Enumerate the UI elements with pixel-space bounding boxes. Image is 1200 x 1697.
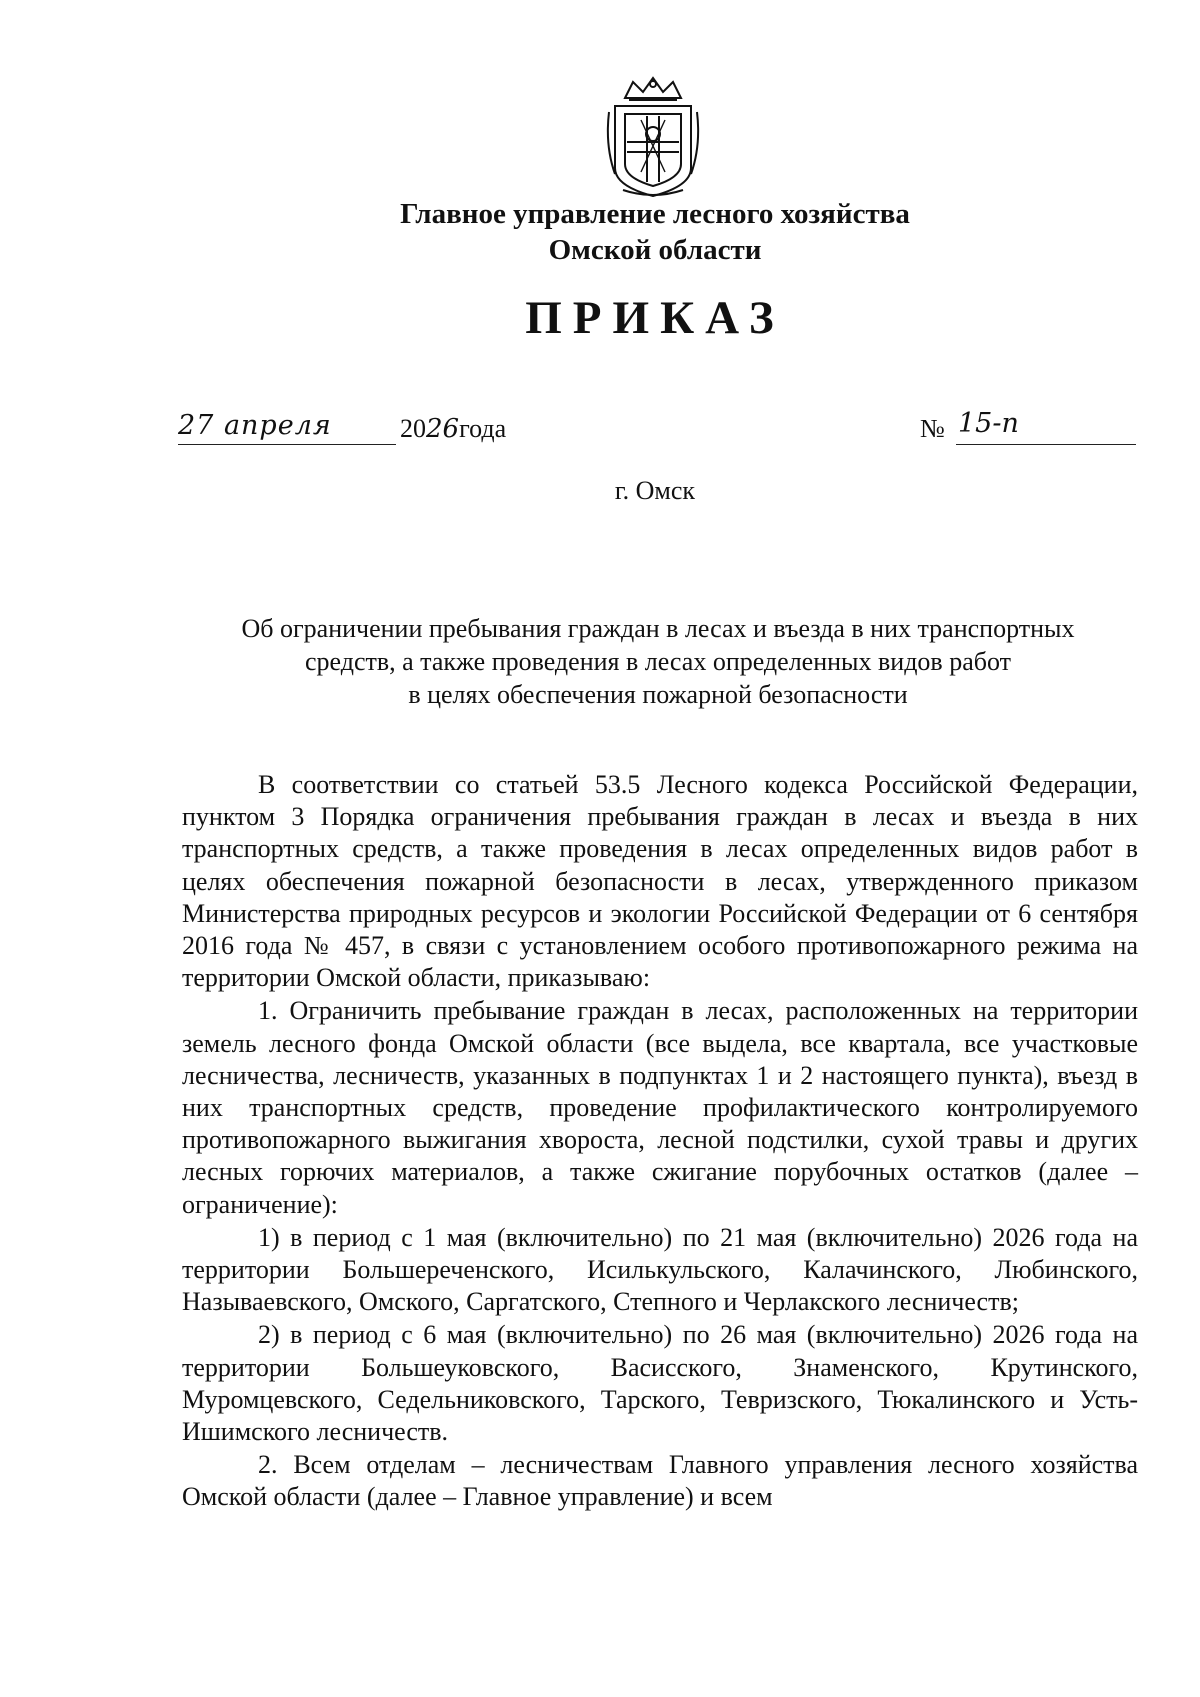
coat-of-arms-icon xyxy=(603,76,703,198)
intro-paragraph: В соответствии со статьей 53.5 Лесного кодекса Российской Федерации, пунктом 3 Порядка ограничения пребывания граждан в лесах и въезда в них транспортных средств, а также проведения в лесах определенных видов работ в целях обеспечения пожарной безопасности в лесах, утвержденного приказом Министерства природных ресурсов и экологии Российской Федерации от 6 сентября 2016 года № 457, в связи с установлением особого противопожарного режима на территории Омской области, приказываю: xyxy=(182,770,1138,993)
city: г. Омск xyxy=(614,476,696,505)
organization-name-line-1: Главное управление лесного хозяйства xyxy=(400,198,910,230)
order-body xyxy=(182,769,1138,1514)
number-underline xyxy=(956,444,1136,445)
handwritten-year: 26 xyxy=(426,414,460,444)
item-2-paragraph: 2. Всем отделам – лесничествам Главного управления лесного хозяйства Омской области (далее – Главное управление) и всем xyxy=(182,1450,1138,1512)
item-1-paragraph: 1. Ограничить пребывание граждан в лесах, расположенных на территории земель лесного фонда Омской области (все выдела, все квартала, все участковые лесничества, лесничеств, указанных в подпунктах 1 и 2 настоящего пункта), въезд в них транспортных средств, проведение профилактического контролируемого противопожарного выжигания хвороста, лесной подстилки, сухой травы и других лесных горючих материалов, а также сжигание порубочных остатков (далее – ограничение): xyxy=(182,996,1138,1219)
order-subject xyxy=(178,612,1138,711)
item-1-2-paragraph: 2) в период с 6 мая (включительно) по 26 мая (включительно) 2026 года на территории Большеуковского, Васисского, Знаменского, Крутинского, Муромцевского, Седельниковского, Тарского, Тевризского, Тюкалинского и Усть-Ишимского лесничеств. xyxy=(182,1320,1138,1447)
number-sign: № xyxy=(920,414,945,443)
handwritten-number: 15-п xyxy=(958,408,1019,439)
organization-name-line-2: Омской области xyxy=(548,234,762,266)
document-type-title: ПРИКАЗ xyxy=(525,292,785,344)
date-underline xyxy=(178,444,396,445)
date-number-row xyxy=(178,410,1138,454)
subject-line-1: Об ограничении пребывания граждан в лесах и въезда в них транспортных xyxy=(241,614,1075,643)
subject-line-2: средств, а также проведения в лесах определенных видов работ xyxy=(305,647,1011,676)
handwritten-date: 27 апреля xyxy=(178,410,332,441)
subject-line-3: в целях обеспечения пожарной безопасности xyxy=(408,680,908,709)
date-year xyxy=(400,414,506,444)
year-prefix: 20 xyxy=(400,414,426,443)
item-1-1-paragraph: 1) в период с 1 мая (включительно) по 21 мая (включительно) 2026 года на территории Большереченского, Исилькульского, Калачинского, Любинского, Называевского, Омского, Саргатского, Степного и Черлакского лесничеств; xyxy=(182,1222,1138,1317)
year-suffix: года xyxy=(459,414,507,443)
